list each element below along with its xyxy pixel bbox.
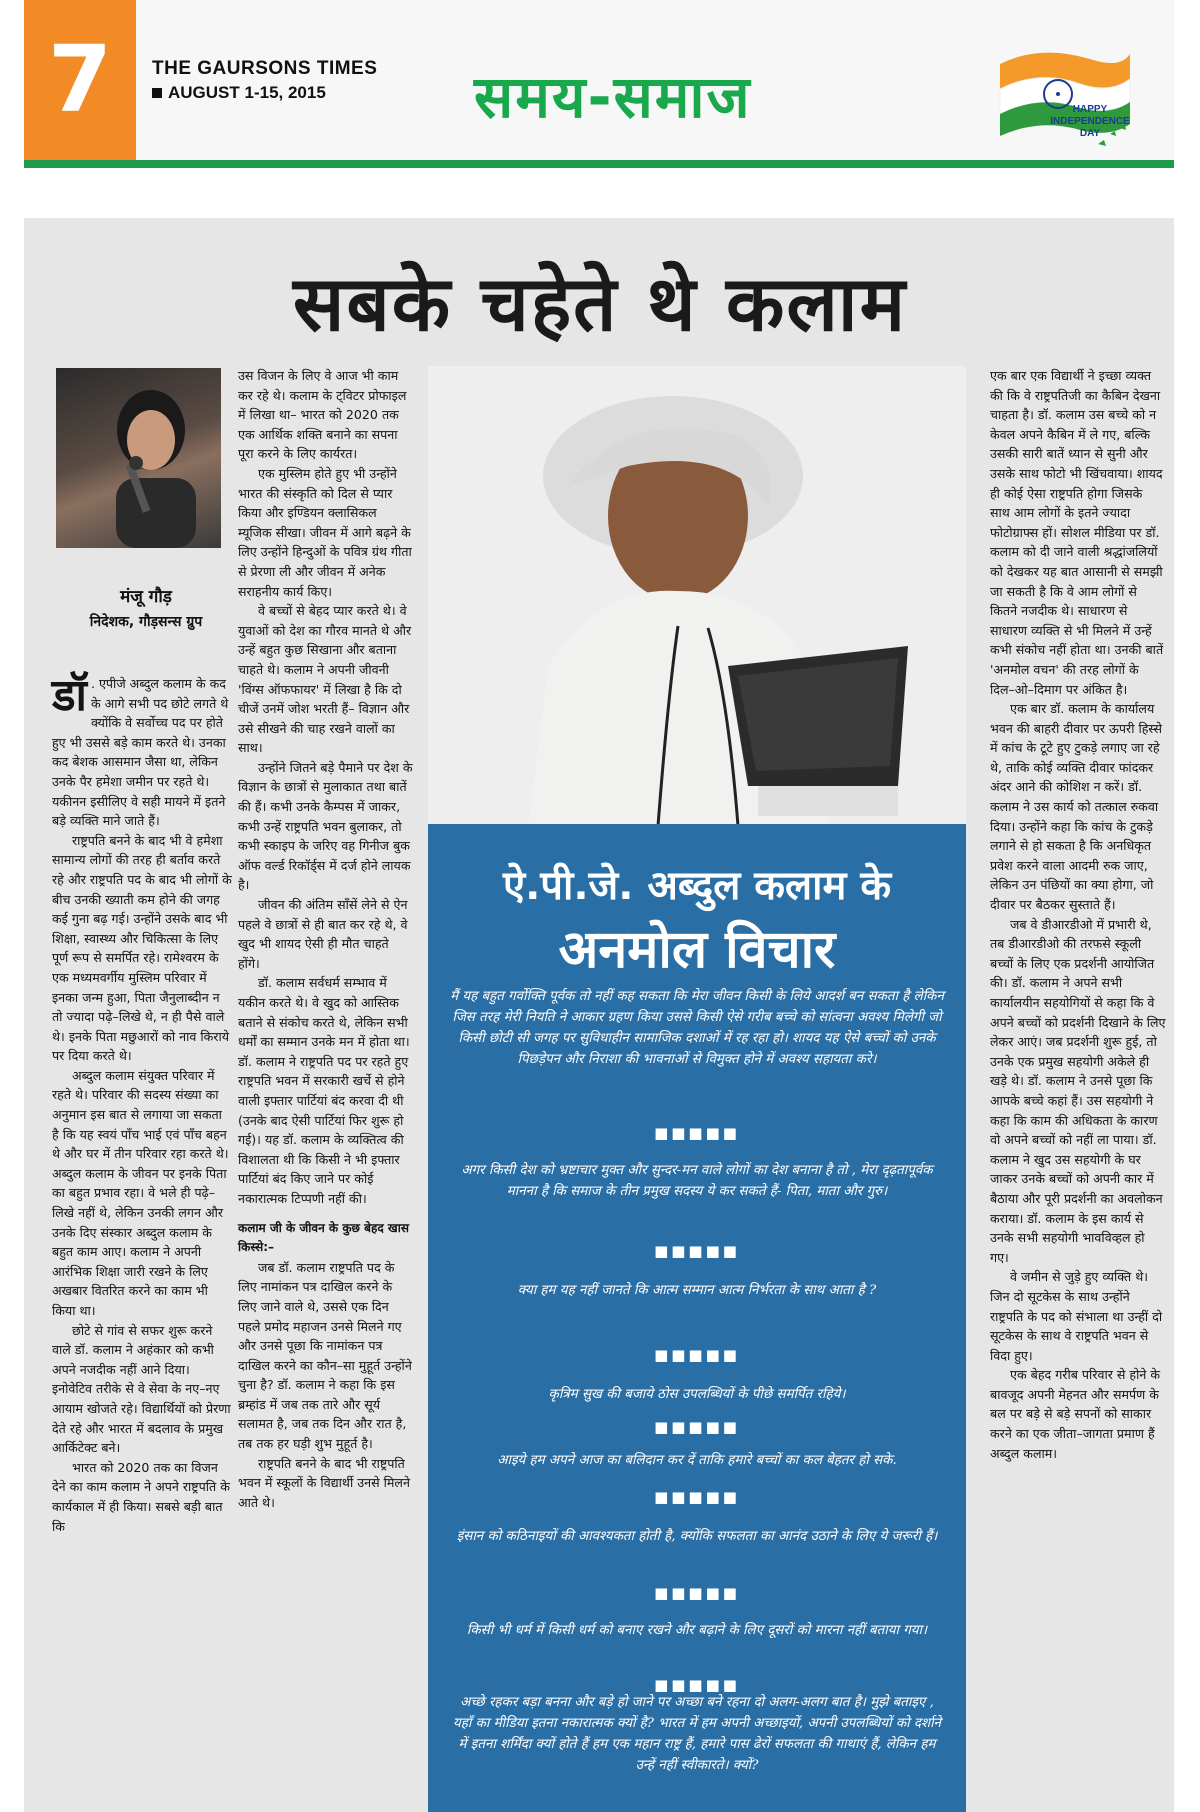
author-photo-illustration: [56, 368, 221, 548]
quote-separator: ■■■■■: [654, 1418, 740, 1436]
col2-para: एक मुस्लिम होते हुए भी उन्होंने भारत की संस्कृति को दिल से प्यार किया और इण्डियन क्लासिकल म्यूजिक सीखा। जीवन में आगे बढ़ने के लिए उन्होंने हिन्दुओं के पवित्र ग्रंथ गीता से प्रेरणा ली और जीवन में अनेक सराहनीय कार्य किए।: [238, 465, 412, 599]
header-rule: [24, 160, 1174, 168]
col4-para: वे जमीन से जुड़े हुए व्यक्ति थे। जिन दो सूटकेस के साथ उन्होंने राष्ट्रपति के पद को संभाला था उन्हीं दो सूटकेस के साथ वे राष्ट्रपति भवन से विदा हुए।: [990, 1269, 1163, 1363]
col2-para: डॉ. कलाम सर्वधर्म सम्भाव में यकीन करते थे। वे खुद को आस्तिक बताने से संकोच करते थे, लेकिन सभी धर्मों का सम्मान उनके मन में होता था। डॉ. कलाम ने राष्ट्रपति पद पर रहते हुए राष्ट्रपति भवन में सरकारी खर्चे से होने वाली इफ्तार पार्टियां बंद करवा दी थी (उनके बाद ऐसी पार्टियां फिर शुरू हो गई)। यह डॉ. कलाम के व्यक्तित्व की विशालता थी कि किसी ने भी इफ्तार पार्टियां बंद किए जाने पर कोई नकारात्मक टिप्पणी नहीं की।: [238, 975, 410, 1206]
publication-date: [152, 83, 326, 103]
col2-para: राष्ट्रपति बनने के बाद भी राष्ट्रपति भवन में स्कूलों के विद्यार्थी उनसे मिलने आते थे।: [238, 1455, 410, 1510]
col2-para: वे बच्चों से बेहद प्यार करते थे। वे युवाओं को देश का गौरव मानते थे और उन्हें बहुत कुछ सिखाना और बताना चाहते थे। कलाम ने अपनी जीवनी 'विंग्स ऑफफायर' में लिखा है कि दो चीजें उनमें जोश भरती हैं– विज्ञान और उसे सीखने की चाह रखने वालों का साथ।: [238, 603, 412, 756]
article-headline: सबके चहेते थे कलाम: [292, 259, 908, 348]
col1-para: . एपीजे अब्दुल कलाम के कद के आगे सभी पद छोटे लगते थे क्योंकि वे सर्वोच्च पद पर होते हुए भी उससे बड़े काम करते थे। उनका कद बेशक आसमान जैसा था, लेकिन उनके पैर हमेशा जमीन पर रहते थे। यकीनन इसीलिए वे सही मायने में इतने बड़े व्यक्ति माने जाते हैं।: [52, 676, 229, 829]
article-column-4: [990, 366, 1166, 1463]
quote-item: किसी भी धर्म में किसी धर्म को बनाए रखने और बढ़ाने के लिए दूसरों को मारना नहीं बताया गया।: [466, 1623, 928, 1638]
author-role: निदेशक, गौड़सन्स ग्रुप: [89, 614, 203, 630]
publication-date-text: AUGUST 1-15, 2015: [168, 83, 326, 102]
author-photo: [56, 368, 221, 548]
section-title: समय-समाज: [474, 63, 752, 131]
quote-item: क्या हम यह नहीं जानते कि आत्म सम्मान आत्म निर्भरता के साथ आता है ?: [517, 1283, 877, 1298]
article-column-1: [52, 670, 232, 1536]
quote-separator: ■■■■■: [654, 1242, 740, 1260]
badge-line3: DAY: [1079, 128, 1101, 139]
col2-para: उन्होंने जितने बड़े पैमाने पर देश के विज्ञान के छात्रों से मुलाकात तथा बातें की हैं। कभी उनके कैम्पस में जाकर, कभी उन्हें राष्ट्रपति भवन बुलाकर, तो कभी स्काइप के जरिए वह गिनीज बुक ऑफ वर्ल्ड रिकॉर्ड्स में दर्ज होने लायक है।: [238, 759, 413, 893]
quote-separator: ■■■■■: [654, 1584, 740, 1602]
publication-name: THE GAURSONS TIMES: [152, 58, 378, 79]
quote-item: आइये हम अपने आज का बलिदान कर दें ताकि हमारे बच्चों का कल बेहतर हो सके.: [497, 1453, 897, 1468]
col2-para: जीवन की अंतिम साँसें लेने से ऐन पहले वे छात्रों से ही बात कर रहे थे, वे खुद भी शायद ऐसी ही मौत चाहते होंगे।: [238, 897, 408, 971]
col2-subhead: कलाम जी के जीवन के कुछ बेहद खास किस्से:–: [238, 1220, 409, 1255]
quote-item: कृत्रिम सुख की बजाये ठोस उपलब्धियों के पीछे समर्पित रहिये।: [548, 1387, 846, 1402]
col1-para: छोटे से गांव से सफर शुरू करने वाले डॉ. कलाम ने अहंकार को कभी अपने नजदीक नहीं आने दिया। इनोवेटिव तरीके से वे सेवा के नए–नए आयाम खोजते रहे। विद्यार्थियों को प्रेरणा देते रहे और भारत में बदलाव के प्रमुख आर्किटेक्ट बने।: [52, 1322, 231, 1456]
author-name: मंजू गौड़: [120, 587, 172, 607]
quote-item: इंसान को कठिनाइयों की आवश्यकता होती है, क्योंकि सफलता का आनंद उठाने के लिए ये जरूरी हैं।: [456, 1529, 938, 1544]
kalam-photo-illustration: [428, 366, 966, 828]
quote-separator: ■■■■■: [654, 1488, 740, 1506]
col2-para: उस विजन के लिए वे आज भी काम कर रहे थे। कलाम के ट्विटर प्रोफाइल में लिखा था– भारत को 2020 तक एक आर्थिक शक्ति बनाने का सपना पूरा करने के लिए कार्यरत।: [238, 368, 407, 462]
independence-day-badge: [1040, 104, 1140, 140]
quote-separator: ■■■■■: [654, 1676, 740, 1694]
col1-para: अब्दुल कलाम संयुक्त परिवार में रहते थे। परिवार की सदस्य संख्या का अनुमान इस बात से लगाया जा सकता है कि यह स्वयं पाँच भाई एवं पाँच बहन थे और घर में तीन परिवार रहा करते थे। अब्दुल कलाम के जीवन पर इनके पिता का बहुत प्रभाव रहा। वे भले ही पढ़े–लिखे नहीं थे, लेकिन उनकी लगन और उनके दिए संस्कार अब्दुल कलाम के बहुत काम आए। कलाम ने अपनी आरंभिक शिक्षा जारी रखने के लिए अखबार वितरित करने का काम भी किया था।: [52, 1067, 229, 1318]
quote-item: मैं यह बहुत गर्वोक्ति पूर्वक तो नहीं कह सकता कि मेरा जीवन किसी के लिये आदर्श बन सकता है लेकिन जिस तरह मेरी नियति ने आकार ग्रहण किया उससे किसी ऐसे गरीब बच्चे को सांत्वना अवश्य मिलेगी जो किसी छोटी सी जगह पर सुविधाहीन सामाजिक दशाओं में रह रहा हो। शायद यह ऐसे बच्चों को उनके पिछड़ेपन और निराशा की भावनाओं से विमुक्त होने में अवश्य सहायता करे।: [450, 989, 944, 1067]
col4-para: एक बार एक विद्यार्थी ने इच्छा व्यक्त की कि वे राष्ट्रपतिजी का कैबिन देखना चाहता है। डॉ. कलाम उस बच्चे को न केवल अपने कैबिन में ले गए, बल्कि उसकी सारी बातें ध्यान से सुनी और उसके साथ फोटो भी खिंचवाया। शायद ही कोई ऐसा राष्ट्रपति होगा जिसके साथ आम लोगों के इतने ज्यादा फोटोग्राफ्स हों। सोशल मीडिया पर डॉ. कलाम को दी जाने वाली श्रद्धांजलियों को देखकर यह बात आसानी से समझी जा सकती है कि वे आम लोगों से कितने नजदीक थे। साधारण से साधारण व्यक्ति से भी मिलने में उन्हें कभी संकोच नहीं होता था। उनकी बातें 'अनमोल वचन' की तरह लोगों के दिल–ओ–दिमाग पर अंकित है।: [990, 368, 1164, 697]
col2-para: जब डॉ. कलाम राष्ट्रपति पद के लिए नामांकन पत्र दाखिल करने के लिए जाने वाले थे, उससे एक दिन पहले प्रमोद महाजन उनसे मिलने गए और उनसे पूछा कि नामांकन पत्र दाखिल करने का कौन–सा मुहूर्त उन्होंने चुना है? डॉ. कलाम ने कहा कि इस ब्रम्हांड में जब तक तारे और सूर्य सलामत है, जब तक दिन और रात है, तब तक हर घड़ी शुभ मुहूर्त है।: [238, 1259, 412, 1452]
col1-para: भारत को 2020 तक का विजन देने का काम कलाम ने अपने राष्ट्रपति के कार्यकाल में ही किया। सबसे बड़ी बात कि: [52, 1459, 230, 1534]
quote-separator: ■■■■■: [654, 1346, 740, 1364]
quotes-box: [428, 824, 966, 1812]
col4-para: एक बार डॉ. कलाम के कार्यालय भवन की बाहरी दीवार पर ऊपरी हिस्से में कांच के टूटे हुए टुकड़े लगाए जा रहे थे, ताकि कोई व्यक्ति दीवार फांदकर अंदर आने की कोशिश न करें। डॉ. कलाम ने उस कार्य को तत्काल रुकवा दिया। उन्होंने कहा कि कांच के टुकड़े लगाने से हो सकता है कि अनधिकृत प्रवेश करने वाला आदमी रुक जाए, लेकिन उन पंछियों का क्या होगा, जो दीवार पर बैठकर सुस्ताते हैं।: [990, 701, 1162, 913]
badge-line2: INDEPENDENCE: [1050, 116, 1130, 127]
quotes-title-line1: ऐ.पी.जे. अब्दुल कलाम के: [502, 863, 892, 909]
page-number: 7: [24, 0, 136, 160]
badge-line1: HAPPY: [1072, 104, 1108, 115]
quote-separator: ■■■■■: [654, 1124, 740, 1142]
col4-para: एक बेहद गरीब परिवार से होने के बावजूद अपनी मेहनत और समर्पण के बल पर बड़े से बड़े सपनों को साकार करने का एक जीता–जागता प्रमाण हैं अब्दुल कलाम।: [990, 1367, 1161, 1461]
quote-item: अच्छे रहकर बड़ा बनना और बड़े हो जाने पर अच्छा बने रहना दो अलग-अलग बात है। मुझे बताइए , यहाँ का मीडिया इतना नकारात्मक क्यों है? भारत में हम अपनी अच्छाइयों, अपनी उपलब्धियों को दर्शाने में इतना शर्मिंदा क्यों होते हैं हम एक महान राष्ट्र हैं, हमारे पास ढेरों सफलता की गाथाएं हैं, लेकिन हम उन्हें नहीं स्वीकारते। क्यों?: [453, 1695, 941, 1773]
quotes-title-line2: अनमोल विचार: [558, 920, 836, 980]
dropcap: डॉ: [52, 670, 87, 721]
col1-para: राष्ट्रपति बनने के बाद भी वे हमेशा सामान्य लोगों की तरह ही बर्ताव करते रहे और राष्ट्रपति पद के बाद भी लोगों के बीच उनकी ख्याती कम होने की जगह कई गुना बढ़ गई। उन्होंने उसके बाद भी शिक्षा, स्वास्थ्य और चिकित्सा के लिए पूर्ण रूप से समर्पित रहे। रामेश्वरम के एक मध्यमवर्गीय मुस्लिम परिवार में इनका जन्म हुआ, पिता जैनुलाब्दीन न तो ज्यादा पढ़े–लिखे थे, न ही पैसे वाले थे। इनके पिता मछुआरों को नाव किराये पर दिया करते थे।: [52, 832, 232, 1064]
article-column-2: [238, 366, 414, 1512]
square-bullet-icon: [152, 88, 162, 98]
independence-day-flag-icon: [980, 24, 1140, 164]
kalam-photo: [428, 366, 966, 828]
col4-para: जब वे डीआरडीओ में प्रभारी थे, तब डीआरडीओ की तरफसे स्कूली बच्चों के लिए एक प्रदर्शनी आयोजित की। डॉ. कलाम ने अपने सभी कार्यालयीन सहयोगियों से कहा कि वे अपने बच्चों को प्रदर्शनी दिखाने के लिए लेकर आएं। जब प्रदर्शनी शुरू हुई, तो उनके एक प्रमुख सहयोगी अकेले ही खड़े थे। डॉ. कलाम ने उनसे पूछा कि आपके बच्चे कहां हैं। उस सहयोगी ने कहा कि काम की अधिकता के कारण वो अपने बच्चों को नहीं ला पाया। डॉ. कलाम ने खुद उस सहयोगी के घर जाकर उनके बच्चों को अपनी कार में बैठाया और पूरी प्रदर्शनी का अवलोकन कराया। डॉ. कलाम के इस कार्य से उनके सभी सहयोगी भावविव्हल हो गए।: [990, 916, 1166, 1265]
quote-item: अगर किसी देश को भ्रष्टाचार मुक्त और सुन्दर-मन वाले लोगों का देश बनाना है तो , मेरा दृढ़तापूर्वक मानना है कि समाज के तीन प्रमुख सदस्य ये कर सकते हैं- पिता, माता और गुरु।: [461, 1163, 933, 1199]
